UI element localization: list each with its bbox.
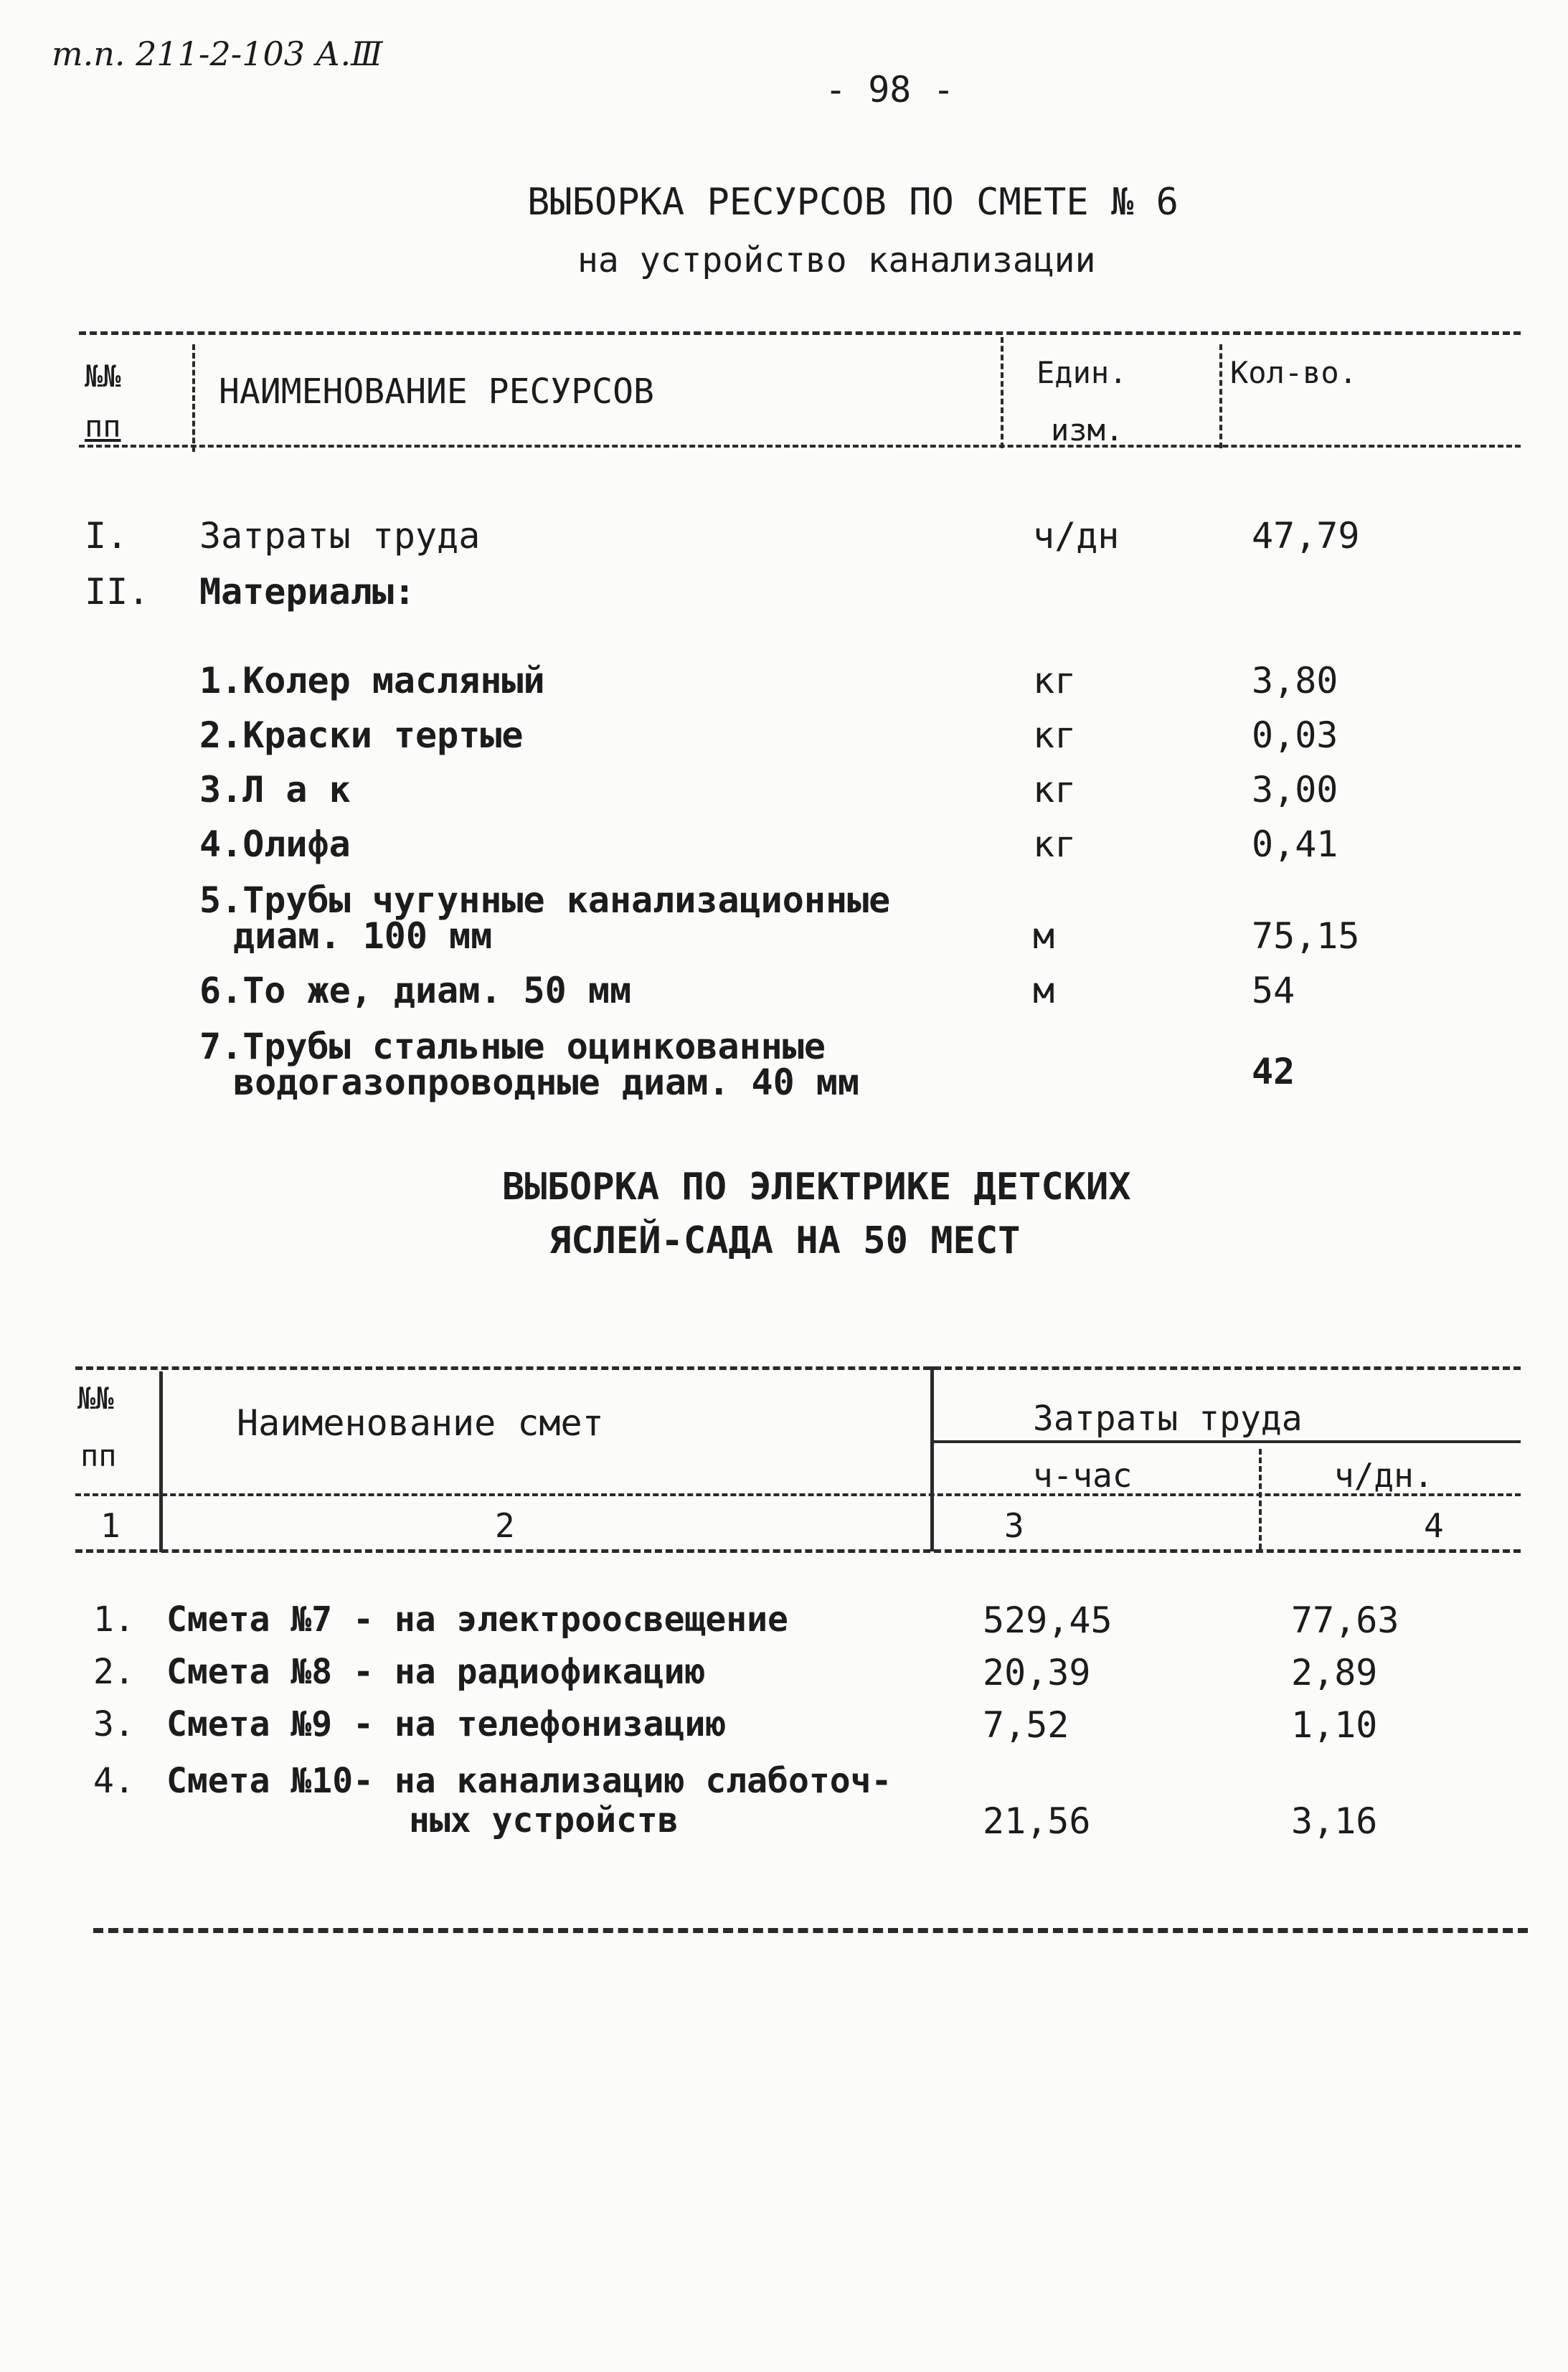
material-name: 2.Краски тертые	[199, 714, 524, 756]
table1-header-num-sub: пп	[85, 409, 121, 444]
row-hours: 20,39	[983, 1652, 1091, 1693]
material-name: 5.Трубы чугунные канализационные	[199, 879, 891, 921]
material-name-cont: водогазопроводные диам. 40 мм	[233, 1062, 859, 1103]
material-qty: 3,80	[1252, 660, 1338, 701]
table2-divider-hours	[1259, 1449, 1262, 1549]
row-num: 2.	[93, 1652, 135, 1692]
section2-subtitle: ЯСЛЕЙ-САДА НА 50 МЕСТ	[549, 1219, 1021, 1262]
row-days: 2,89	[1291, 1652, 1378, 1693]
section1-subtitle: на устройство канализации	[577, 240, 1096, 280]
page-number: - 98 -	[825, 69, 955, 110]
table2-header-days: ч/дн.	[1334, 1456, 1434, 1495]
table2-colnum: 4	[1424, 1506, 1444, 1545]
row-hours: 21,56	[983, 1800, 1091, 1842]
table1-header-unit-sub: изм.	[1051, 412, 1124, 448]
material-name: 7.Трубы стальные оцинкованные	[199, 1026, 826, 1067]
material-unit: кг	[1033, 714, 1077, 756]
table2-top-rule	[75, 1366, 1521, 1370]
row-name: Смета №7 - на электроосвещение	[166, 1600, 788, 1640]
material-name: 4.Олифа	[199, 823, 351, 865]
table2-bottom-rule	[93, 1928, 1528, 1933]
material-unit: кг	[1033, 769, 1077, 811]
row-name: Смета №10- на канализацию слаботоч-	[166, 1761, 892, 1801]
material-unit: м	[1033, 970, 1055, 1011]
row-name-cont: ных устройств	[409, 1800, 679, 1841]
table1-header-rule	[79, 445, 1521, 448]
labor-name: Затраты труда	[199, 515, 481, 557]
material-name-cont: диам. 100 мм	[233, 915, 493, 957]
table2-header-cost-group: Затраты труда	[1033, 1399, 1303, 1439]
table1-header-unit: Един.	[1036, 355, 1128, 390]
labor-unit: ч/дн	[1033, 515, 1120, 557]
table2-header-num-sub: пп	[80, 1438, 117, 1473]
table2-colnum-rule	[75, 1549, 1521, 1553]
table2-header-name: Наименование смет	[237, 1402, 604, 1444]
table1-divider-name	[1001, 337, 1003, 448]
row-num: 4.	[93, 1761, 135, 1801]
table2-divider-num	[159, 1371, 163, 1552]
materials-num: II.	[85, 571, 150, 613]
row-days: 3,16	[1291, 1800, 1378, 1842]
table2-colnum: 2	[495, 1506, 515, 1545]
table2-colnum: 1	[100, 1506, 121, 1545]
section1-title: ВЫБОРКА РЕСУРСОВ ПО СМЕТЕ № 6	[527, 181, 1179, 224]
row-num: 1.	[93, 1600, 135, 1640]
material-qty: 0,03	[1252, 714, 1338, 756]
labor-num: I.	[85, 515, 128, 557]
material-qty: 42	[1252, 1051, 1295, 1092]
material-unit: кг	[1033, 823, 1077, 865]
material-qty: 3,00	[1252, 769, 1338, 811]
table2-colnum: 3	[1004, 1506, 1024, 1545]
row-hours: 529,45	[983, 1600, 1113, 1641]
material-unit: м	[1033, 915, 1055, 957]
table1-header-num: №№	[85, 359, 121, 394]
table1-divider-unit	[1219, 344, 1222, 448]
labor-qty: 47,79	[1252, 515, 1360, 557]
materials-name: Материалы:	[199, 571, 416, 613]
table2-header-hours: ч-час	[1033, 1456, 1133, 1495]
table1-header-qty: Кол-во.	[1230, 355, 1358, 390]
material-qty: 75,15	[1252, 915, 1360, 957]
document-code: т.п. 211-2-103 А.Ⅲ	[52, 34, 383, 73]
material-name: 3.Л а к	[199, 769, 351, 811]
row-name: Смета №9 - на телефонизацию	[166, 1704, 727, 1744]
table2-header-rule	[75, 1493, 1521, 1496]
row-days: 1,10	[1291, 1704, 1378, 1746]
material-name: 1.Колер масляный	[199, 660, 545, 701]
material-qty: 54	[1252, 970, 1295, 1011]
material-unit: кг	[1033, 660, 1077, 701]
row-days: 77,63	[1291, 1600, 1399, 1641]
section2-title: ВЫБОРКА ПО ЭЛЕКТРИКЕ ДЕТСКИХ	[502, 1166, 1131, 1209]
row-hours: 7,52	[983, 1704, 1069, 1746]
material-qty: 0,41	[1252, 823, 1338, 865]
table1-divider-num	[192, 344, 195, 452]
row-num: 3.	[93, 1704, 135, 1744]
material-name: 6.То же, диам. 50 мм	[199, 970, 632, 1011]
table1-top-rule	[79, 331, 1521, 335]
table2-header-num: №№	[77, 1381, 114, 1416]
row-name: Смета №8 - на радиофикацию	[166, 1652, 706, 1692]
table2-group-rule	[932, 1440, 1521, 1443]
table1-header-name: НАИМЕНОВАНИЕ РЕСУРСОВ	[219, 372, 654, 412]
table2-divider-name	[930, 1366, 934, 1551]
